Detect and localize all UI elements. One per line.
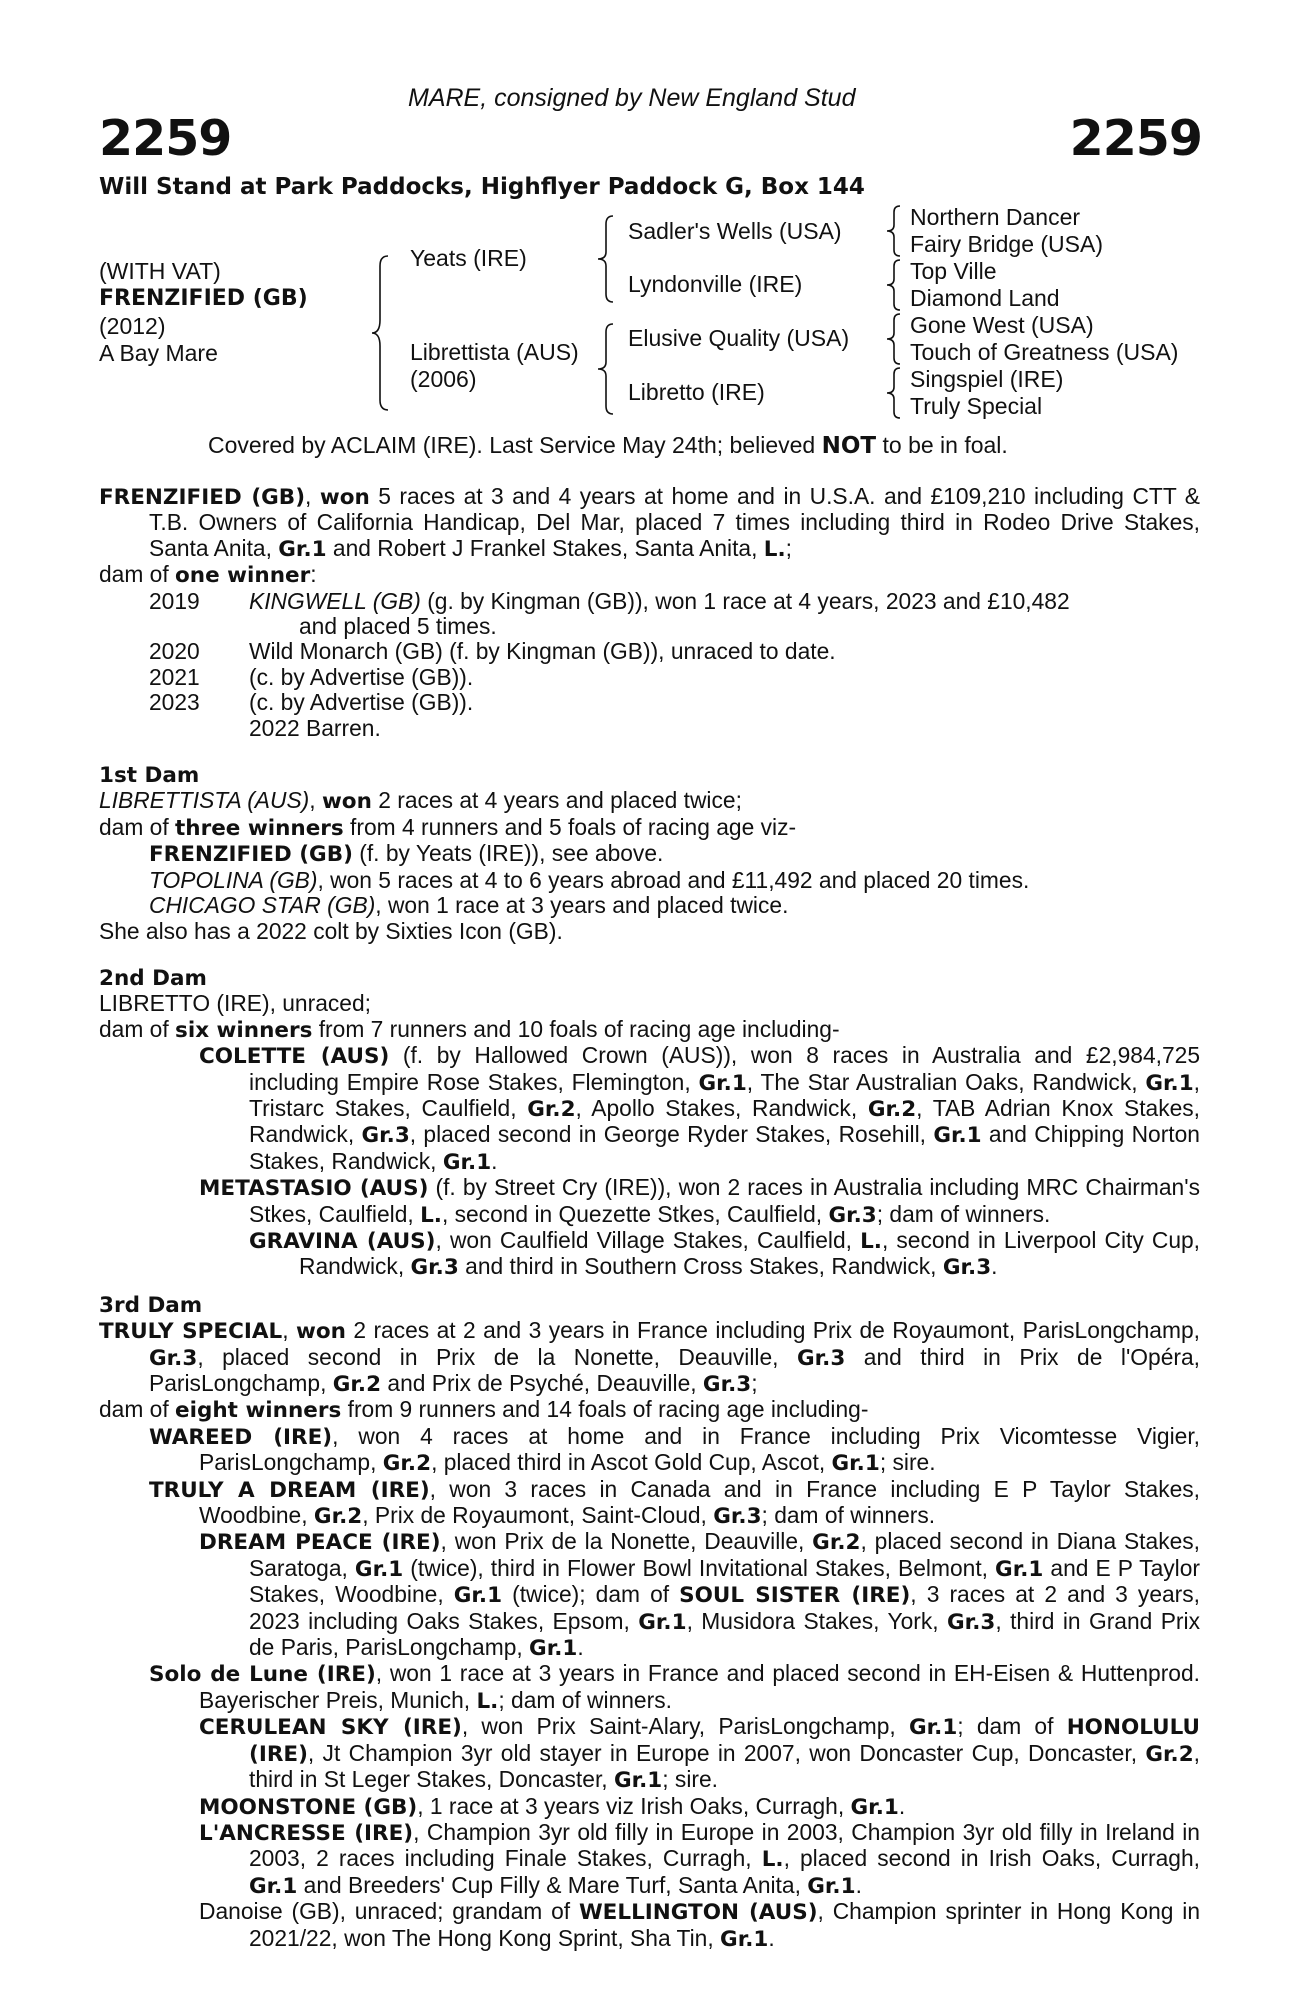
first-dam-foal: TOPOLINA (GB), won 5 races at 4 to 6 years abroad and £11,492 and placed 20 times. (149, 866, 1030, 893)
dam-name: Librettista (AUS) (410, 339, 579, 365)
progeny-row: 2019 KINGWELL (GB) (g. by Kingman (GB)), won 1 race at 4 years, 2023 and £10,482 and placed 5 times. (149, 587, 1070, 640)
second-dam-foal: COLETTE (AUS) (f. by Hallowed Crown (AUS)), won 8 races in Australia and £2,984,725 including Empire Rose Stakes, Flemington, Gr.1, The Star Australian Oaks, Randwick, Gr.1, Tristarc Stakes, Caulfield, Gr.2, Apollo Stakes, Randwick, Gr.2, TAB Adrian Knox Stakes, Randwick, Gr.3, placed second in George Ryder Stakes, Rosehill, Gr.1 and Chipping Norton Stakes, Randwick, Gr.1. (199, 1042, 1201, 1175)
progeny-row: 2023 (c. by Advertise (GB)). (149, 689, 474, 716)
brace-g1 (884, 204, 904, 258)
brace-g4 (884, 366, 904, 420)
catalogue-body (99, 484, 1200, 1952)
stand-location: Will Stand at Park Paddocks, Highflyer Paddock G, Box 144 (99, 174, 865, 200)
second-dam-heading: 2nd Dam (99, 965, 207, 991)
first-dam-foal: CHICAGO STAR (GB), won 1 race at 3 years and placed twice. (149, 892, 789, 919)
race-record: FRENZIFIED (GB), won 5 races at 3 and 4 years at home and in U.S.A. and £109,210 including CTT & T.B. Owners of California Handicap, Del Mar, placed 7 times including third in Rodeo Drive Stakes, Santa Anita, Gr.1 and Robert J Frankel Stakes, Santa Anita, L.; (99, 483, 1201, 562)
sire-sire: Sadler's Wells (USA) (628, 218, 842, 244)
lot-number-right: 2259 (1069, 110, 1202, 167)
dam-year: (2006) (410, 366, 477, 392)
covered-note: Covered by ACLAIM (IRE). Last Service May 24th; believed NOT to be in foal. (208, 432, 1008, 459)
ancestor-2: Fairy Bridge (USA) (910, 231, 1103, 257)
progeny-row: 2021 (c. by Advertise (GB)). (149, 663, 474, 690)
progeny-row: 2022 Barren. (249, 714, 381, 741)
third-dam-foal: Solo de Lune (IRE), won 1 race at 3 years in France and placed second in EH-Eisen & Huttenprod. Bayerischer Preis, Munich, L.; dam of winners. (149, 1660, 1200, 1714)
ancestor-1: Northern Dancer (910, 204, 1081, 230)
horse-name: FRENZIFIED (GB) (99, 286, 308, 311)
first-dam-heading: 1st Dam (99, 763, 200, 789)
sire-name: Yeats (IRE) (410, 245, 527, 271)
second-dam-grandfoal: GRAVINA (AUS), won Caulfield Village Stakes, Caulfield, L., second in Liverpool City Cup, Randwick, Gr.3 and third in Southern Cross Stakes, Randwick, Gr.3. (249, 1226, 1201, 1281)
first-dam-produce: dam of three winners from 4 runners and 5 foals of racing age viz- (99, 813, 797, 841)
third-dam-grandfoal: DREAM PEACE (IRE), won Prix de la Nonette, Deauville, Gr.2, placed second in Diana Stakes, Saratoga, Gr.1 (twice), third in Flower Bowl Invitational Stakes, Belmont, Gr.1 and E P Taylor Stakes, Woodbine, Gr.1 (twice); dam of SOUL SISTER (IRE), 3 races at 2 and 3 years, 2023 including Oaks Stakes, Epsom, Gr.1, Musidora Stakes, York, Gr.3, third in Grand Prix de Paris, ParisLongchamp, Gr.1. (199, 1528, 1201, 1662)
sire-dam: Lyndonville (IRE) (628, 271, 803, 297)
second-dam-record: LIBRETTO (IRE), unraced; (99, 990, 371, 1017)
dam-dam: Libretto (IRE) (628, 379, 765, 405)
second-dam-foal: METASTASIO (AUS) (f. by Street Cry (IRE)), won 2 races in Australia including MRC Chairman's Stkes, Caulfield, L., second in Quezette Stkes, Caulfield, Gr.3; dam of winners. (199, 1174, 1200, 1228)
horse-description: A Bay Mare (99, 340, 218, 366)
first-dam-foal: FRENZIFIED (GB) (f. by Yeats (IRE)), see above. (149, 840, 664, 868)
consignment-line: MARE, consigned by New England Stud (408, 84, 856, 112)
third-dam-produce: dam of eight winners from 9 runners and 14 foals of racing age including- (99, 1396, 869, 1424)
brace-g2 (884, 258, 904, 312)
dam-sire: Elusive Quality (USA) (628, 325, 850, 351)
brace-main (370, 254, 394, 412)
third-dam-heading: 3rd Dam (99, 1292, 203, 1318)
not-emphasis: NOT (821, 433, 877, 459)
third-dam-grandfoal: Danoise (GB), unraced; grandam of WELLINGTON (AUS), Champion sprinter in Hong Kong in 2021/22, won The Hong Kong Sprint, Sha Tin, Gr.1. (199, 1898, 1201, 1952)
progeny-row: 2020 Wild Monarch (GB) (f. by Kingman (GB)), unraced to date. (149, 638, 836, 665)
third-dam-record: TRULY SPECIAL, won 2 races at 2 and 3 years in France including Prix de Royaumont, ParisLongchamp, Gr.3, placed second in Prix de la Nonette, Deauville, Gr.3 and third in Prix de l'Opéra, ParisLongchamp, Gr.2 and Prix de Psyché, Deauville, Gr.3; (99, 1317, 1200, 1397)
pedigree-vat: (WITH VAT) (99, 258, 221, 284)
second-dam-produce: dam of six winners from 7 runners and 10 foals of racing age including- (99, 1015, 840, 1043)
first-dam-record: LIBRETTISTA (AUS), won 2 races at 4 years and placed twice; (99, 787, 742, 815)
brace-sire (596, 214, 618, 304)
third-dam-grandfoal: L'ANCRESSE (IRE), Champion 3yr old filly in Europe in 2003, Champion 3yr old filly in Ireland in 2003, 2 races including Finale Stakes, Curragh, L., placed second in Irish Oaks, Curragh, Gr.1 and Breeders' Cup Filly & Mare Turf, Santa Anita, Gr.1. (199, 1818, 1200, 1899)
ancestor-4: Diamond Land (910, 285, 1060, 311)
first-dam-note: She also has a 2022 colt by Sixties Icon (GB). (99, 917, 563, 944)
ancestor-7: Singspiel (IRE) (910, 366, 1064, 392)
ancestor-8: Truly Special (910, 393, 1043, 419)
brace-dam (596, 322, 618, 416)
lot-number-left: 2259 (99, 110, 232, 167)
third-dam-grandfoal: CERULEAN SKY (IRE), won Prix Saint-Alary, ParisLongchamp, Gr.1; dam of HONOLULU (IRE), Jt Champion 3yr old stayer in Europe in 2007, won Doncaster Cup, Doncaster, Gr.2, third in St Leger Stakes, Doncaster, Gr.1; sire. (199, 1713, 1201, 1794)
horse-year: (2012) (99, 313, 166, 339)
ancestor-5: Gone West (USA) (910, 312, 1094, 338)
ancestor-3: Top Ville (910, 258, 997, 284)
third-dam-foal: WAREED (IRE), won 4 races at home and in France including Prix Vicomtesse Vigier, ParisLongchamp, Gr.2, placed third in Ascot Gold Cup, Ascot, Gr.1; sire. (149, 1422, 1200, 1477)
brace-g3 (884, 312, 904, 366)
third-dam-foal: TRULY A DREAM (IRE), won 3 races in Canada and in France including E P Taylor Stakes, Woodbine, Gr.2, Prix de Royaumont, Saint-Cloud, Gr.3; dam of winners. (149, 1475, 1201, 1530)
ancestor-6: Touch of Greatness (USA) (910, 339, 1179, 365)
third-dam-grandfoal: MOONSTONE (GB), 1 race at 3 years viz Irish Oaks, Curragh, Gr.1. (199, 1792, 906, 1820)
dam-of-line: dam of one winner: (99, 561, 317, 589)
